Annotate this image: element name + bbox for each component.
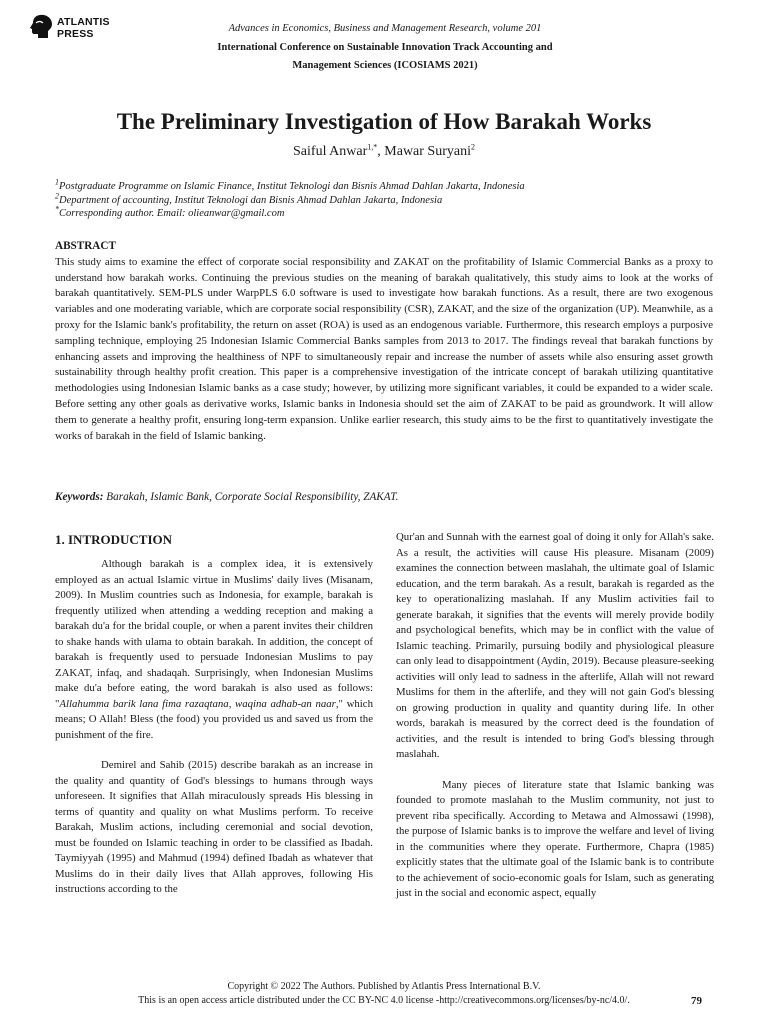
abstract-body: This study aims to examine the effect of corporate social responsibility and ZAKAT on the profitability of Islamic Commercial Banks as a proxy to understand how barakah works. Continuing the previous studies on the meaning of barakah qualitatively, this study aims to look at the works of barakah quantitatively. SEM-PLS under WarpPLS 6.0 software is used to investigate how barakah functions. As a result, there are two exogenous variables and one moderating variable, which are corporate social responsibility (CSR), ZAKAT, and the size of the organization (UP). Meanwhile, as a proxy for the Islamic bank's profitability, the return on asset (ROA) is used as an endogenous variable. Furthermore, this research employs a purposive sampling technique, employing 25 Indonesian Islamic Commercial Banks samples from 2013 to 2017. The findings reveal that barakah functions by enhancing assets and improving the healthiness of NPF to simultaneously repair and increase the number of assets while also ensuring asset growth sustainability through healthy profit creation. This paper is a comprehensive investigation of the intricate concept of barakah utilizing quantitative methodologies using Indonesian Islamic banks as a case study; however, by utilizing more significant variables, it could be expanded to a wider scale. Before setting any other goals as derivative works, Islamic banks in Indonesia should set the aim of ZAKAT to be paid as groundwork. It will allow them to generate a healthy profit, ensuring long-term expansion. Unlike earlier research, this study aims to be the first to quantitatively investigate the works of barakah in the field of Islamic banking. xyxy=(55,255,713,442)
paper-title: The Preliminary Investigation of How Barakah Works xyxy=(116,109,652,134)
license-line: This is an open access article distributed under the CC BY-NC 4.0 license -http://creativecommons.org/licenses/by-nc/4.0/. xyxy=(138,995,630,1006)
keywords-label: Keywords: xyxy=(55,491,104,503)
affiliation-1 xyxy=(55,177,715,194)
intro-paragraph-2: Demirel and Sahib (2015) describe barakah as an increase in the quality and quantity of God's blessings to humans through ways unforeseen. It signifies that Allah miraculously spreads His blessing in terms of quantity and quality on what Muslims perform. To receive Barakah, Muslim actions, including ceremonial and social devotion, must be founded on Islamic teaching in order to be classified as Ibadah. Taymiyyah (1995) and Mahmud (1994) defined Ibadah as whatever that Muslims do in their daily lives that Allah approves, following His instructions according to the xyxy=(55,759,373,895)
affiliation-mark: * xyxy=(55,204,59,214)
affiliation-mark: 1 xyxy=(55,177,59,187)
intro-paragraph-2-continued: Qur'an and Sunnah with the earnest goal of doing it only for Allah's sake. As a result, the activities will cause His pleasure. Misanam (2009) examines the connection between maslahah, the ultimate goal of Islamic education, and the term barakah. As a result, barakah is regarded as the key to operationalizing maslahah. If any Muslim activities fail to generate barakah, it signifies that the events will merely provide bodily and psychological benefits, which may be in conflict with the value of Islamic teaching. Primarily, pursuing bodily and physiological pleasure can only lead to disappointment (Aydin, 2019). Because pleasure-seeking activities will only lead to sadness in the afterlife, Allah will not reward Muslims for them in the afterlife, and they will not gain God's blessing on growing production in quality and quantity during life. In other words, barakah is measured by the correct deed is the foundation of activities, and the result is intended to bring God's blessing through maslahah. xyxy=(396,531,714,760)
corresponding-author xyxy=(55,204,715,221)
intro-paragraph-1-text-end: ," which means; O Allah! Bless (the food) you provided us and saved us from the punishment of the fire. xyxy=(55,697,373,741)
page-footer xyxy=(0,980,768,1008)
author-list xyxy=(0,143,768,161)
atlantis-press-head-icon xyxy=(30,14,54,40)
logo-wordmark xyxy=(57,16,110,40)
running-header xyxy=(170,22,600,75)
author-1: Saiful Anwar xyxy=(293,144,368,159)
author-2-marks: 2 xyxy=(470,142,475,152)
conference-line-2: Management Sciences (ICOSIAMS 2021) xyxy=(292,60,478,71)
body-column-right xyxy=(396,530,714,917)
logo-line-2: PRESS xyxy=(57,28,94,40)
intro-paragraph-1-dua: Allahumma barik lana fima razaqtana, waqina adhab-an naar xyxy=(59,697,336,710)
affiliation-2 xyxy=(55,191,715,208)
author-1-marks: 1,* xyxy=(367,142,378,152)
author-separator: , xyxy=(377,144,385,159)
conference-name xyxy=(170,39,600,75)
keywords-values: Barakah, Islamic Bank, Corporate Social Responsibility, ZAKAT. xyxy=(106,491,399,503)
section-heading-introduction: 1. INTRODUCTION xyxy=(55,532,173,547)
affiliations xyxy=(55,177,715,221)
affiliation-mark: 2 xyxy=(55,191,59,200)
intro-paragraph-1 xyxy=(55,557,373,743)
body-column-left xyxy=(55,531,373,913)
journal-name: Advances in Economics, Business and Management Research, volume 201 xyxy=(228,23,542,34)
abstract xyxy=(55,239,713,444)
intro-paragraph-3: Many pieces of literature state that Islamic banking was founded to promote maslahah to the Muslim community, not just to prevent riba specifically. According to Metawa and Almossawi (1998), the purpose of Islamic banks is to improve the welfare and level of living in the communities where they operate. Furthermore, Chapra (1985) explicitly states that the ultimate goal of the Islamic bank is to contribute to the achievement of socio-economic goals for Islam, such as generating just in the social and economic aspect, equally xyxy=(396,778,714,899)
logo-line-1: ATLANTIS xyxy=(57,16,110,28)
affiliation-text: Postgraduate Programme on Islamic Finance, Institut Teknologi dan Bisnis Ahmad Dahlan Jakarta, Indonesia xyxy=(59,181,525,192)
author-2: Mawar Suryani xyxy=(384,144,471,159)
corresponding-author-text: Corresponding author. Email: olieanwar@gmail.com xyxy=(59,208,285,219)
abstract-heading: ABSTRACT xyxy=(55,240,116,252)
affiliation-text: Department of accounting, Institut Teknologi dan Bisnis Ahmad Dahlan Jakarta, Indonesia xyxy=(59,194,443,206)
keywords xyxy=(55,489,713,505)
page-number: 79 xyxy=(691,995,702,1007)
conference-line-1: International Conference on Sustainable Innovation Track Accounting and xyxy=(217,42,553,53)
copyright-line: Copyright © 2022 The Authors. Published by Atlantis Press International B.V. xyxy=(227,981,541,992)
intro-paragraph-1-text: Although barakah is a complex idea, it is extensively employed as an actual Islamic virtue in Muslims' daily lives (Misanam, 2009). In Muslim countries such as Indonesia, for example, barakah is frequently utilized when attending a wedding reception and making a barakah du'a for the bridal couple, or when a parent invites their children to shake hands with ulama to obtain barakah. In addition, the concept of barakah is frequently used to persuade Indonesian Muslims to pay ZAKAT, infaq, and shadaqah. Surprisingly, when Indonesian Muslims make du'a before eating, the word barakah is also used as follows: " xyxy=(55,558,373,710)
atlantis-press-logo xyxy=(30,14,120,44)
